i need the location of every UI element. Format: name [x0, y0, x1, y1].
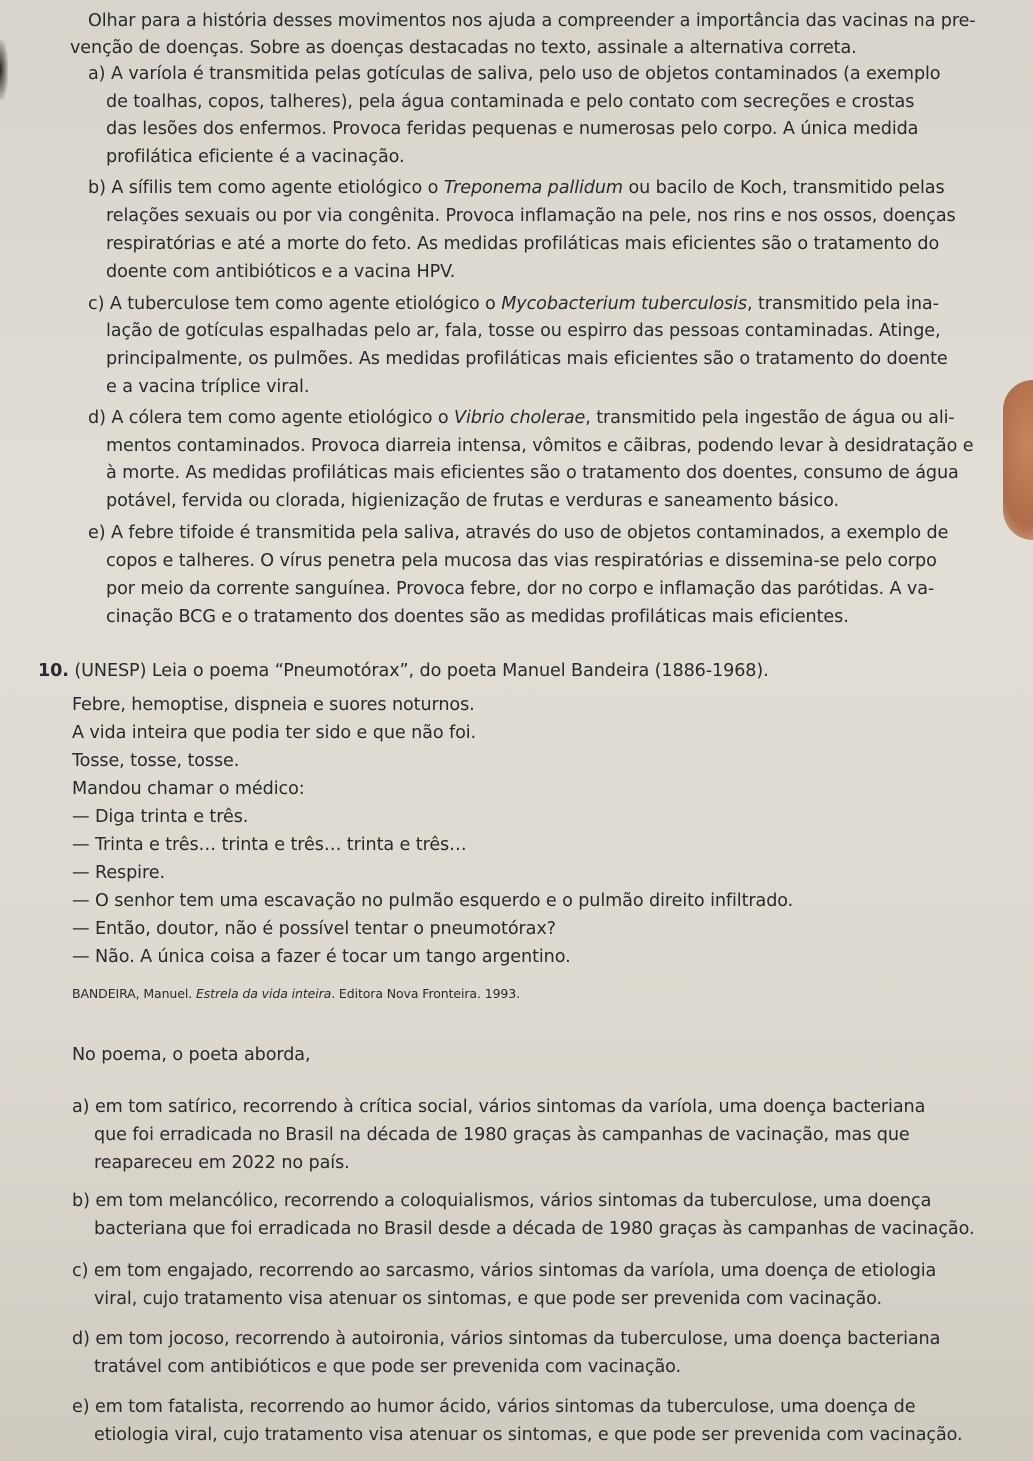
q10-option-a-line-3: reapareceu em 2022 no país.: [94, 1153, 350, 1173]
q9-option-b-line-2: relações sexuais ou por via congênita. Provoca inflamação na pele, nos rins e nos ossos, doenças: [106, 206, 956, 226]
q9-option-d-line-1: d) A cólera tem como agente etiológico o Vibrio cholerae, transmitido pela ingestão de água ou ali-: [88, 408, 955, 428]
q10-option-d-line-1: d) em tom jocoso, recorrendo à autoironia, vários sintomas da tuberculose, uma doença bacteriana: [72, 1329, 941, 1349]
q10-option-c-line-1: c) em tom engajado, recorrendo ao sarcasmo, vários sintomas da varíola, uma doença de etiologia: [72, 1261, 937, 1281]
poem-line: Tosse, tosse, tosse.: [72, 751, 240, 771]
species-name: Treponema pallidum: [443, 178, 623, 198]
q9-option-a-line-2: de toalhas, copos, talheres), pela água contaminada e pelo contato com secreções e crostas: [106, 92, 915, 112]
q9-option-b-line-1: b) A sífilis tem como agente etiológico o Treponema pallidum ou bacilo de Koch, transmitido pelas: [88, 178, 945, 198]
q10-option-a-line-1: a) em tom satírico, recorrendo à crítica social, vários sintomas da varíola, uma doença bacteriana: [72, 1097, 926, 1117]
question-number: 10.: [38, 661, 69, 681]
q10-prompt: No poema, o poeta aborda,: [72, 1045, 311, 1065]
q9-option-b-line-3: respiratórias e até a morte do feto. As medidas profiláticas mais eficientes são o tratamento do: [106, 234, 940, 254]
q9-option-e-line-4: cinação BCG e o tratamento dos doentes são as medidas profiláticas mais eficientes.: [106, 607, 849, 627]
q9-option-c-line-3: principalmente, os pulmões. As medidas profiláticas mais eficientes são o tratamento do doente: [106, 349, 948, 369]
q9-option-e-line-2: copos e talheres. O vírus penetra pela mucosa das vias respiratórias e dissemina-se pelo corpo: [106, 551, 937, 571]
poem-line: Mandou chamar o médico:: [72, 779, 305, 799]
q9-option-d-line-2: mentos contaminados. Provoca diarreia intensa, vômitos e cãibras, podendo levar à desidratação e: [106, 436, 974, 456]
finger-shadow: [1003, 380, 1033, 540]
q9-option-c-line-2: lação de gotículas espalhadas pelo ar, fala, tosse ou espirro das pessoas contaminadas. Atinge,: [106, 321, 941, 341]
q10-option-a-line-2: que foi erradicada no Brasil na década de 1980 graças às campanhas de vacinação, mas que: [94, 1125, 910, 1145]
poem-line: A vida inteira que podia ter sido e que não foi.: [72, 723, 477, 743]
q10-option-b-line-2: bacteriana que foi erradicada no Brasil desde a década de 1980 graças às campanhas de vacinação.: [94, 1219, 975, 1239]
book-title: Estrela da vida inteira: [195, 986, 332, 1001]
q10-header: [38, 660, 769, 682]
q10-option-d-line-2: tratável com antibióticos e que pode ser prevenida com vacinação.: [94, 1357, 681, 1377]
q10-option-e-line-2: etiologia viral, cujo tratamento visa atenuar os sintomas, e que pode ser prevenida com vacinação.: [94, 1425, 963, 1445]
poem-source: BANDEIRA, Manuel. Estrela da vida inteira. Editora Nova Fronteira. 1993.: [72, 986, 521, 1001]
intro-line-2: venção de doenças. Sobre as doenças destacadas no texto, assinale a alternativa correta.: [70, 38, 857, 58]
q9-option-e-line-1: e) A febre tifoide é transmitida pela saliva, através do uso de objetos contaminados, a exemplo de: [88, 523, 949, 543]
q9-option-c-line-1: c) A tuberculose tem como agente etiológico o Mycobacterium tuberculosis, transmitido pela ina-: [88, 294, 939, 314]
poem-line: — O senhor tem uma escavação no pulmão esquerdo e o pulmão direito infiltrado.: [72, 891, 794, 911]
q10-option-e-line-1: e) em tom fatalista, recorrendo ao humor ácido, vários sintomas da tuberculose, uma doença de: [72, 1397, 916, 1417]
poem-line: — Respire.: [72, 863, 165, 883]
q10-option-b-line-1: b) em tom melancólico, recorrendo a coloquialismos, vários sintomas da tuberculose, uma doença: [72, 1191, 932, 1211]
intro-line-1: Olhar para a história desses movimentos nos ajuda a compreender a importância das vacinas na pre-: [88, 11, 976, 31]
q9-option-a-line-4: profilática eficiente é a vacinação.: [106, 147, 405, 167]
poem-line: — Não. A única coisa a fazer é tocar um tango argentino.: [72, 947, 571, 967]
poem-line: — Diga trinta e três.: [72, 807, 249, 827]
page-binding-shadow: [0, 40, 8, 100]
q9-option-b-line-4: doente com antibióticos e a vacina HPV.: [106, 262, 456, 282]
poem-line: Febre, hemoptise, dispneia e suores noturnos.: [72, 695, 475, 715]
q9-option-e-line-3: por meio da corrente sanguínea. Provoca febre, dor no corpo e inflamação das parótidas. A va-: [106, 579, 935, 599]
species-name: Vibrio cholerae: [454, 408, 586, 428]
q9-option-d-line-3: à morte. As medidas profiláticas mais eficientes são o tratamento dos doentes, consumo de água: [106, 463, 959, 483]
q10-statement: (UNESP) Leia o poema “Pneumotórax”, do poeta Manuel Bandeira (1886-1968).: [74, 661, 769, 681]
q10-option-c-line-2: viral, cujo tratamento visa atenuar os sintomas, e que pode ser prevenida com vacinação.: [94, 1289, 883, 1309]
q9-option-d-line-4: potável, fervida ou clorada, higienização de frutas e verduras e saneamento básico.: [106, 491, 839, 511]
q9-option-a-line-3: das lesões dos enfermos. Provoca feridas pequenas e numerosas pelo corpo. A única medida: [106, 119, 919, 139]
q9-option-a-line-1: a) A varíola é transmitida pelas gotículas de saliva, pelo uso de objetos contaminados (a exemplo: [88, 64, 941, 84]
poem-line: — Então, doutor, não é possível tentar o pneumotórax?: [72, 919, 556, 939]
q9-option-c-line-4: e a vacina tríplice viral.: [106, 377, 310, 397]
species-name: Mycobacterium tuberculosis: [501, 294, 747, 314]
poem-line: — Trinta e três… trinta e três… trinta e três…: [72, 835, 467, 855]
